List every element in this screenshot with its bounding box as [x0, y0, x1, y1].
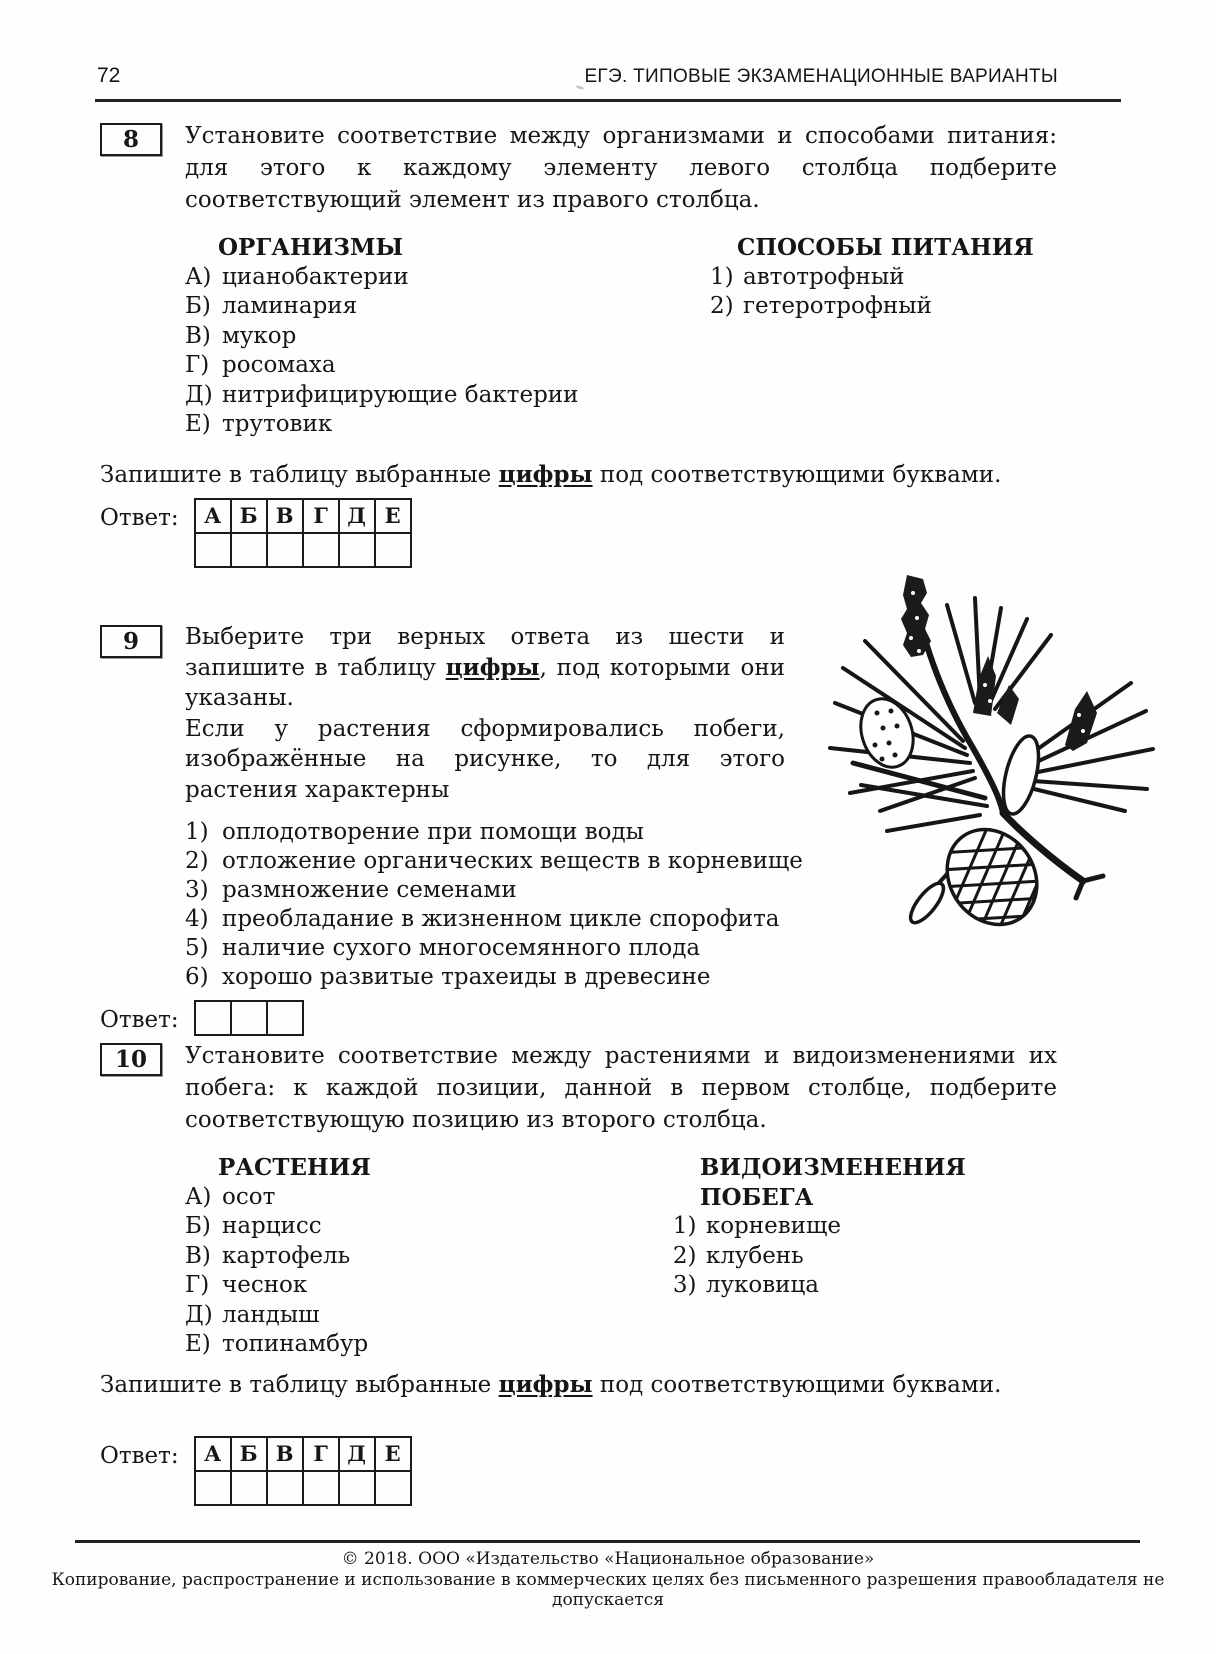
answer-empty-cell [231, 533, 267, 567]
answer-row-q10 [100, 1436, 1058, 1506]
answer-table-q8 [194, 498, 412, 568]
question-8-number-box: 8 [100, 123, 162, 156]
page-number: 72 [97, 64, 121, 87]
item-label: А) [185, 1183, 212, 1210]
list-item [710, 263, 1058, 293]
answer-letter-cell: Б [231, 499, 267, 533]
item-text: чеснок [222, 1272, 308, 1298]
question-10-matching-columns [185, 1153, 1058, 1360]
item-label: 2) [710, 293, 734, 319]
item-label: А) [185, 263, 212, 290]
answer-label: Ответ: [100, 1442, 179, 1469]
plants-column-header: РАСТЕНИЯ [218, 1154, 371, 1181]
emphasized-word: цифры [498, 460, 593, 488]
item-label: Д) [185, 1301, 213, 1328]
answer-empty-cell [231, 1471, 267, 1505]
answer-empty-cell [267, 1471, 303, 1505]
question-10-head [100, 1040, 1058, 1136]
item-label: 3) [672, 1272, 697, 1298]
item-label: В) [185, 322, 211, 349]
item-label: Д) [185, 381, 213, 408]
answer-empty-cell [195, 1001, 231, 1035]
item-label: Г) [185, 1272, 210, 1298]
answer-row-q8 [100, 498, 1058, 568]
write-instruction [100, 460, 1058, 490]
feeding-modes-column [710, 233, 1058, 440]
answer-empty-cell [375, 1471, 411, 1505]
question-9-text [185, 622, 785, 805]
instruction-pre: Запишите в таблицу выбранные [100, 1371, 499, 1398]
list-item [185, 1271, 673, 1301]
option-item [185, 963, 1058, 992]
item-label: Г) [185, 352, 210, 378]
answer-letter-cell: А [195, 499, 231, 533]
option-item [185, 934, 1058, 963]
answer-letter-cell: В [267, 1437, 303, 1471]
question-8 [100, 120, 1058, 568]
answer-letter-cell: Г [303, 499, 339, 533]
write-instruction [100, 1370, 1058, 1400]
item-label: 4) [185, 906, 209, 932]
item-text: оплодотворение при помощи воды [222, 819, 644, 845]
list-item [185, 410, 710, 440]
item-label: В) [185, 1242, 211, 1269]
question-8-head [100, 120, 1058, 216]
question-9-condition: Если у растения сформировались побеги, изображённые на рисунке, то для этого растения характерны [185, 715, 785, 803]
item-text: мукор [222, 322, 297, 349]
header-rule [95, 99, 1121, 102]
list-item [185, 1242, 673, 1272]
list-item [673, 1271, 1058, 1301]
item-label: 5) [185, 935, 209, 961]
answer-letter-cell: Д [339, 499, 375, 533]
answer-letter-cell: Д [339, 1437, 375, 1471]
answer-empty-cell [267, 1001, 303, 1035]
intro-post: , под которыми они указаны. [185, 654, 785, 711]
item-text: клубень [705, 1242, 804, 1269]
list-item [185, 1301, 673, 1331]
list-item [710, 292, 1058, 322]
page-header-title: ЕГЭ. ТИПОВЫЕ ЭКЗАМЕНАЦИОННЫЕ ВАРИАНТЫ [584, 66, 1058, 87]
item-label: 3) [185, 877, 209, 903]
instruction-post: под соответствующими буквами. [592, 1371, 1002, 1398]
instruction-post: под соответствующими буквами. [592, 461, 1002, 488]
footer-rule [75, 1540, 1140, 1543]
question-9-intro [185, 622, 785, 714]
item-text: размножение семенами [222, 877, 517, 903]
list-item [185, 263, 710, 293]
item-text: нитрифицирующие бактерии [222, 381, 579, 408]
answer-label: Ответ: [100, 1007, 179, 1033]
question-10-number-box: 10 [100, 1043, 162, 1076]
list-item [673, 1242, 1058, 1272]
answer-empty-cell [339, 1471, 375, 1505]
item-label: Б) [185, 1213, 211, 1239]
item-text: преобладание в жизненном цикле спорофита [222, 906, 780, 932]
organisms-column [185, 233, 710, 440]
item-label: Б) [185, 293, 211, 319]
answer-empty-cell [303, 533, 339, 567]
question-8-text: Установите соответствие между организмами и способами питания: для этого к каждому элементу левого столбца подберите соответствующий элемент из правого столбца. [185, 123, 1057, 213]
shoot-modifications-column [673, 1153, 1058, 1360]
item-text: гетеротрофный [743, 293, 932, 319]
answer-letter-cell: Г [303, 1437, 339, 1471]
item-text: росомаха [222, 352, 336, 378]
intro-pre: Выберите три верных ответа из шести и запишите в таблицу [185, 624, 785, 681]
item-text: отложение органических веществ в корневище [222, 848, 803, 874]
answer-letter-cell: Б [231, 1437, 267, 1471]
plants-column [185, 1153, 673, 1360]
item-label: Е) [185, 1331, 211, 1357]
item-text: ландыш [222, 1301, 320, 1328]
answer-letter-cell: Е [375, 1437, 411, 1471]
item-text: луковица [705, 1272, 819, 1298]
answer-letter-cell: Е [375, 499, 411, 533]
list-item [185, 322, 710, 352]
emphasized-word: цифры [445, 653, 540, 681]
answer-letter-cell: В [267, 499, 303, 533]
organisms-column-header: ОРГАНИЗМЫ [218, 234, 404, 261]
pine-branch-illustration [825, 563, 1155, 933]
question-10-text: Установите соответствие между растениями и видоизменениями их побега: к каждой позиции, данной в первом столбце, подберите соответствующую позицию из второго столбца. [185, 1043, 1057, 1133]
item-text: цианобактерии [222, 263, 409, 290]
emphasized-word: цифры [498, 1370, 593, 1398]
answer-empty-cell [195, 533, 231, 567]
item-label: 6) [185, 964, 209, 990]
item-text: трутовик [222, 411, 333, 437]
item-text: ламинария [222, 293, 358, 319]
answer-empty-cell [339, 533, 375, 567]
item-text: нарцисс [222, 1213, 322, 1239]
answer-table-q9 [194, 1000, 304, 1036]
scan-artifact [576, 85, 585, 90]
shoot-modifications-column-header: ВИДОИЗМЕНЕНИЯ ПОБЕГА [699, 1154, 966, 1211]
answer-empty-cell [267, 533, 303, 567]
item-label: 1) [710, 263, 734, 290]
answer-empty-cell [231, 1001, 267, 1035]
feeding-modes-column-header: СПОСОБЫ ПИТАНИЯ [737, 234, 1034, 261]
list-item [185, 381, 710, 411]
list-item [185, 1212, 673, 1242]
item-label: 1) [672, 1213, 697, 1239]
footer-legal-notice: Копирование, распространение и использование в коммерческих целях без письменного разрешения правообладателя не допускается [51, 1570, 1165, 1610]
answer-letter-cell: А [195, 1437, 231, 1471]
item-text: хорошо развитые трахеиды в древесине [222, 964, 711, 990]
list-item [185, 292, 710, 322]
item-text: корневище [705, 1213, 841, 1239]
item-text: наличие сухого многосемянного плода [222, 935, 701, 961]
list-item [185, 1183, 673, 1213]
item-text: автотрофный [743, 263, 905, 290]
item-text: картофель [222, 1242, 351, 1269]
item-text: осот [222, 1183, 276, 1210]
answer-row-q9 [100, 1000, 1058, 1036]
item-text: топинамбур [222, 1331, 369, 1357]
instruction-pre: Запишите в таблицу выбранные [100, 461, 499, 488]
item-label: 1) [185, 819, 209, 845]
footer-copyright: © 2018. ООО «Издательство «Национальное образование» [341, 1549, 875, 1569]
question-10 [100, 1040, 1058, 1506]
list-item [673, 1212, 1058, 1242]
answer-table-q10 [194, 1436, 412, 1506]
answer-label: Ответ: [100, 504, 179, 531]
question-9-number-box: 9 [100, 625, 162, 658]
item-label: 2) [185, 848, 209, 874]
item-label: 2) [672, 1242, 697, 1269]
list-item [185, 351, 710, 381]
question-8-matching-columns [185, 233, 1058, 440]
item-label: Е) [185, 411, 211, 437]
answer-empty-cell [195, 1471, 231, 1505]
list-item [185, 1330, 673, 1360]
answer-empty-cell [303, 1471, 339, 1505]
answer-empty-cell [375, 533, 411, 567]
